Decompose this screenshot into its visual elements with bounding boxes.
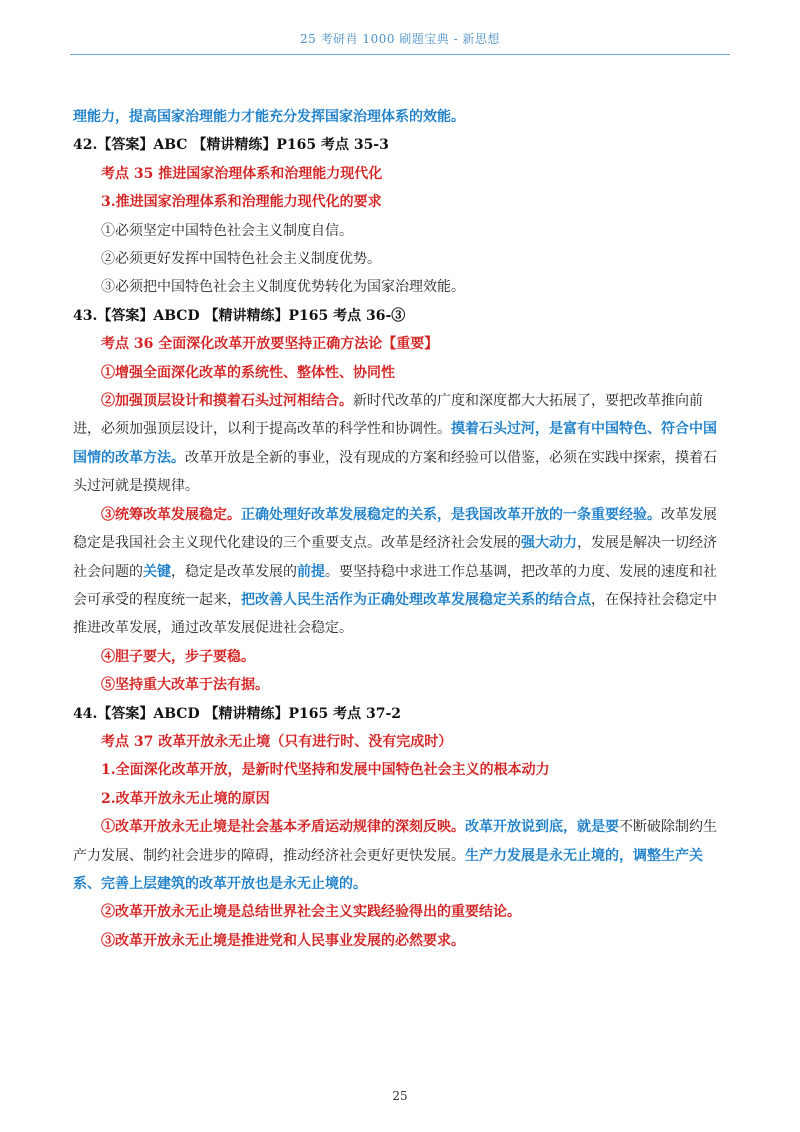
point-35-title: 考点 35 推进国家治理体系和治理能力现代化	[101, 165, 383, 182]
point-36-item-2-highlight: 摸着石头过河，是富有中国特色、符合中国国情的改革方法。	[73, 421, 717, 466]
point-36-item-1: ①增强全面深化改革的系统性、整体性、协同性	[101, 364, 395, 381]
point-36-item-4: ④胆子要大，步子要稳。	[101, 648, 255, 665]
answer-43: 43.【答案】ABCD 【精讲精练】P165 考点 36-③	[73, 307, 406, 324]
running-header: 25 考研肖 1000 刷题宝典 - 新思想	[300, 32, 500, 46]
point-35-item-3: ③必须把中国特色社会主义制度优势转化为国家治理效能。	[101, 279, 465, 296]
point-36-item-2-title: ②加强顶层设计和摸着石头过河相结合。	[101, 393, 353, 410]
header-divider	[70, 54, 730, 55]
answer-42: 42.【答案】ABC 【精讲精练】P165 考点 35-3	[73, 137, 389, 154]
point-36-title: 考点 36 全面深化改革开放要坚持正确方法论【重要】	[101, 336, 439, 353]
point-36-item-3-title: ③统筹改革发展稳定。	[101, 506, 241, 523]
point-35-item-1: ①必须坚定中国特色社会主义制度自信。	[101, 222, 353, 239]
point-36-item-3-text-3: ，稳定是改革发展的	[171, 563, 297, 580]
point-35-subtitle: 3.推进国家治理体系和治理能力现代化的要求	[101, 194, 382, 211]
point-37-title: 考点 37 改革开放永无止境（只有进行时、没有完成时）	[101, 733, 453, 750]
point-37-item-1	[73, 813, 730, 898]
point-37-item-1-title: ①改革开放永无止境是社会基本矛盾运动规律的深刻反映。	[101, 819, 465, 836]
point-36-item-3-highlight-1: 正确处理好改革发展稳定的关系，是我国改革开放的一条重要经验。	[241, 506, 661, 523]
point-36-item-5: ⑤坚持重大改革于法有据。	[101, 677, 269, 694]
point-37-item-1-highlight-1: 改革开放说到底，就是要	[465, 819, 619, 836]
point-36-item-2	[73, 387, 730, 501]
page-number: 25	[392, 1089, 408, 1103]
intro-line: 理能力，提高国家治理能力才能充分发挥国家治理体系的效能。	[73, 109, 465, 125]
point-36-item-3-text-2: ，发展是解决一切经济社会问题的	[73, 535, 717, 580]
point-37-sub-1: 1.全面深化改革开放，是新时代坚持和发展中国特色社会主义的根本动力	[101, 762, 550, 779]
point-37-item-2: ②改革开放永无止境是总结世界社会主义实践经验得出的重要结论。	[101, 904, 521, 921]
point-36-item-3-text-5: ，在保持社会稳定中推进改革发展，通过改革发展促进社会稳定。	[73, 591, 717, 637]
point-36-item-3-highlight-3: 关键	[143, 563, 171, 580]
point-37-item-1-text: 不断破除制约生产力发展、制约社会进步的障碍，推动经济社会更好更快发展。	[73, 819, 717, 864]
answer-44: 44.【答案】ABCD 【精讲精练】P165 考点 37-2	[73, 705, 402, 722]
point-36-item-3-text-4: 。要坚持稳中求进工作总基调，把改革的力度、发展的速度和社会可承受的程度统一起来，	[73, 563, 717, 608]
point-36-item-2-text-1: 新时代改革的广度和深度都大大拓展了，要把改革推向前进，必须加强顶层设计，以利于提高改革的科学性和协调性。	[73, 393, 703, 438]
point-37-item-3: ③改革开放永无止境是推进党和人民事业发展的必然要求。	[101, 932, 465, 949]
point-36-item-3-highlight-4: 前提	[297, 563, 325, 580]
point-36-item-3-highlight-2: 强大动力	[521, 535, 577, 552]
page-content	[73, 103, 730, 955]
point-36-item-2-text-2: 改革开放是全新的事业，没有现成的方案和经验可以借鉴，必须在实践中探索，摸着石头过河就是摸规律。	[73, 449, 717, 495]
point-36-item-3-text-1: 改革发展稳定是我国社会主义现代化建设的三个重要支点。改革是经济社会发展的	[73, 506, 717, 552]
point-35-item-2: ②必须更好发挥中国特色社会主义制度优势。	[101, 251, 381, 268]
point-37-item-1-highlight-2: 生产力发展是永无止境的，调整生产关系、完善上层建筑的改革开放也是永无止境的。	[73, 847, 703, 892]
point-36-item-3-highlight-5: 把改善人民生活作为正确处理改革发展稳定关系的结合点	[241, 591, 591, 608]
point-37-sub-2: 2.改革开放永无止境的原因	[101, 790, 270, 807]
point-36-item-3	[73, 501, 730, 643]
